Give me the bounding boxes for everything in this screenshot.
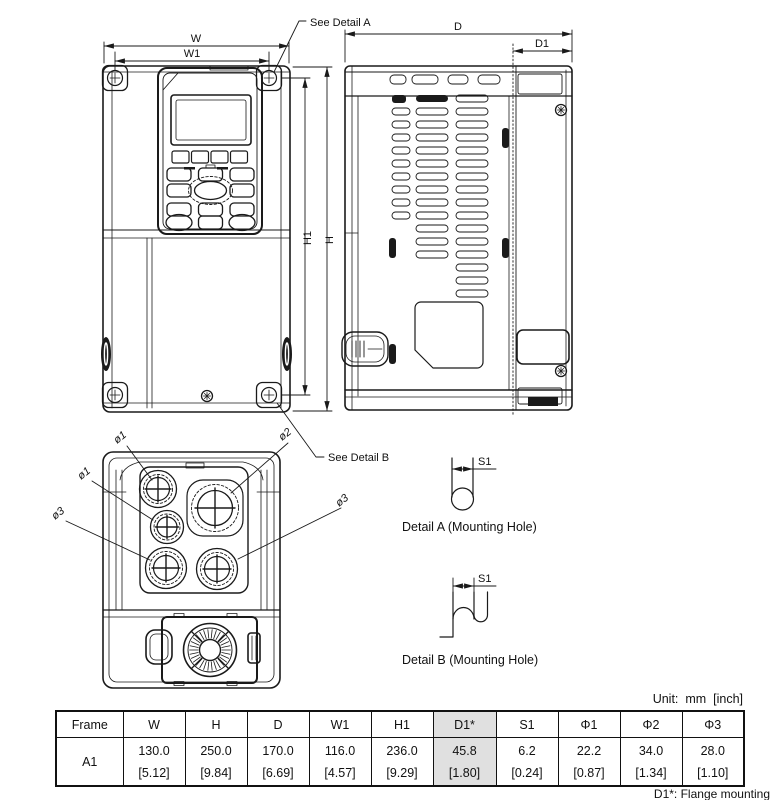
detail-a-caption: Detail A (Mounting Hole) [402, 520, 537, 534]
key-up [199, 168, 223, 181]
detail-b-caption: Detail B (Mounting Hole) [402, 653, 539, 667]
key [199, 216, 223, 229]
col-header-w1: W1 [309, 711, 371, 738]
cell-d1 [433, 738, 496, 787]
see-detail-b-label: See Detail B [328, 452, 390, 464]
value-inch: [0.87] [573, 765, 605, 780]
value-mm: 116.0 [324, 743, 356, 758]
col-header-h: H [185, 711, 247, 738]
flange-screw-top [556, 105, 567, 116]
dimension-h [293, 67, 336, 411]
side-latch [342, 332, 388, 366]
clip [502, 238, 509, 258]
bottom-view [49, 426, 351, 688]
value-mm: 22.2 [576, 743, 602, 758]
value-inch: [1.34] [635, 765, 667, 780]
value-inch: [0.24] [511, 765, 543, 780]
unit-label: Unit: mm [inch] [652, 692, 743, 706]
detail-a-hole [452, 488, 474, 510]
key-left [167, 184, 191, 197]
dim-label-d: D [454, 21, 462, 33]
value-inch: [4.57] [324, 765, 356, 780]
cell-phi2 [620, 738, 682, 787]
side-cutout [517, 330, 569, 364]
key-run [166, 215, 192, 231]
knockout-hole-dia3-a [146, 548, 187, 589]
label-dia1-top: ø1 [111, 428, 129, 447]
value-mm: 34.0 [638, 743, 664, 758]
value-inch: [6.69] [262, 765, 294, 780]
value-mm: 170.0 [262, 743, 294, 758]
detail-b [402, 573, 538, 667]
label-dia2: ø2 [276, 425, 294, 444]
table-data-row [56, 738, 744, 787]
value-mm: 250.0 [200, 743, 232, 758]
knockout-hole-dia1-b [151, 511, 184, 544]
dim-label-h1: H1 [302, 230, 314, 246]
cell-h [185, 738, 247, 787]
col-header-d: D [247, 711, 309, 738]
cell-s1 [496, 738, 558, 787]
detail-a-s1-label: S1 [478, 456, 492, 468]
key-enter [195, 182, 227, 200]
key-stop [229, 215, 255, 231]
dimensions-table [55, 710, 745, 787]
table-header-row [56, 711, 744, 738]
col-header-phi3: Φ3 [682, 711, 744, 738]
keypad [158, 68, 262, 234]
label-dia1-left: ø1 [75, 464, 93, 483]
value-inch: [9.29] [386, 765, 418, 780]
col-header-s1: S1 [496, 711, 558, 738]
dim-label-w1: W1 [183, 48, 201, 60]
key [230, 168, 254, 181]
cell-phi3 [682, 738, 744, 787]
col-header-h1: H1 [371, 711, 433, 738]
cell-w [123, 738, 185, 787]
mounting-hole-bottom-left [103, 383, 128, 408]
knockout-hole-dia3-b [197, 549, 238, 590]
dim-label-w: W [190, 33, 202, 45]
value-mm: 130.0 [138, 743, 170, 758]
dim-label-d1: D1 [534, 38, 550, 50]
lcd-display [171, 95, 251, 145]
value-inch: [5.12] [138, 765, 170, 780]
bottom-center-screw [202, 391, 213, 402]
see-detail-a-label: See Detail A [310, 17, 371, 29]
value-mm: 236.0 [386, 743, 418, 758]
col-header-phi2: Φ2 [620, 711, 682, 738]
fan-clip [248, 633, 260, 663]
right-latch [282, 337, 292, 371]
detail-a [402, 456, 537, 534]
function-key-1 [172, 151, 189, 163]
detail-a-leader [274, 21, 306, 72]
detail-b-s1-label: S1 [478, 573, 492, 585]
dimension-d1 [513, 38, 572, 51]
dim-label-h: H [324, 236, 336, 244]
label-dia3-left: ø3 [49, 504, 67, 523]
value-inch: [9.84] [200, 765, 232, 780]
cell-w1 [309, 738, 371, 787]
value-mm: 28.0 [700, 743, 725, 758]
knockout-hole-dia2 [187, 480, 243, 536]
col-header-w: W [123, 711, 185, 738]
cell-phi1 [558, 738, 620, 787]
col-header-d1: D1* [433, 711, 496, 738]
side-panel [415, 302, 483, 368]
flange-screw-bottom [556, 366, 567, 377]
key-right [230, 184, 254, 197]
fan-grille [190, 630, 231, 671]
function-key-3 [211, 151, 228, 163]
side-view [342, 21, 572, 415]
value-inch: [1.80] [448, 765, 481, 780]
clip [389, 238, 396, 258]
key [167, 168, 191, 181]
col-header-frame: Frame [56, 711, 123, 738]
function-key-2 [192, 151, 209, 163]
clip [502, 128, 509, 148]
value-inch: [1.10] [697, 765, 729, 780]
knockout-hole-dia1-a [140, 471, 177, 508]
value-mm: 45.8 [452, 743, 477, 758]
cell-d [247, 738, 309, 787]
gland-plate [140, 467, 248, 593]
cooling-fan [146, 614, 260, 686]
value-mm: 6.2 [518, 743, 536, 758]
function-key-4 [231, 151, 248, 163]
cell-frame: A1 [56, 738, 123, 787]
cell-h1 [371, 738, 433, 787]
left-latch [101, 337, 111, 371]
vent-slots [392, 95, 488, 297]
clip [389, 344, 396, 364]
table-footnote: D1*: Flange mounting [653, 787, 770, 800]
label-dia3-right: ø3 [333, 491, 351, 510]
col-header-phi1: Φ1 [558, 711, 620, 738]
